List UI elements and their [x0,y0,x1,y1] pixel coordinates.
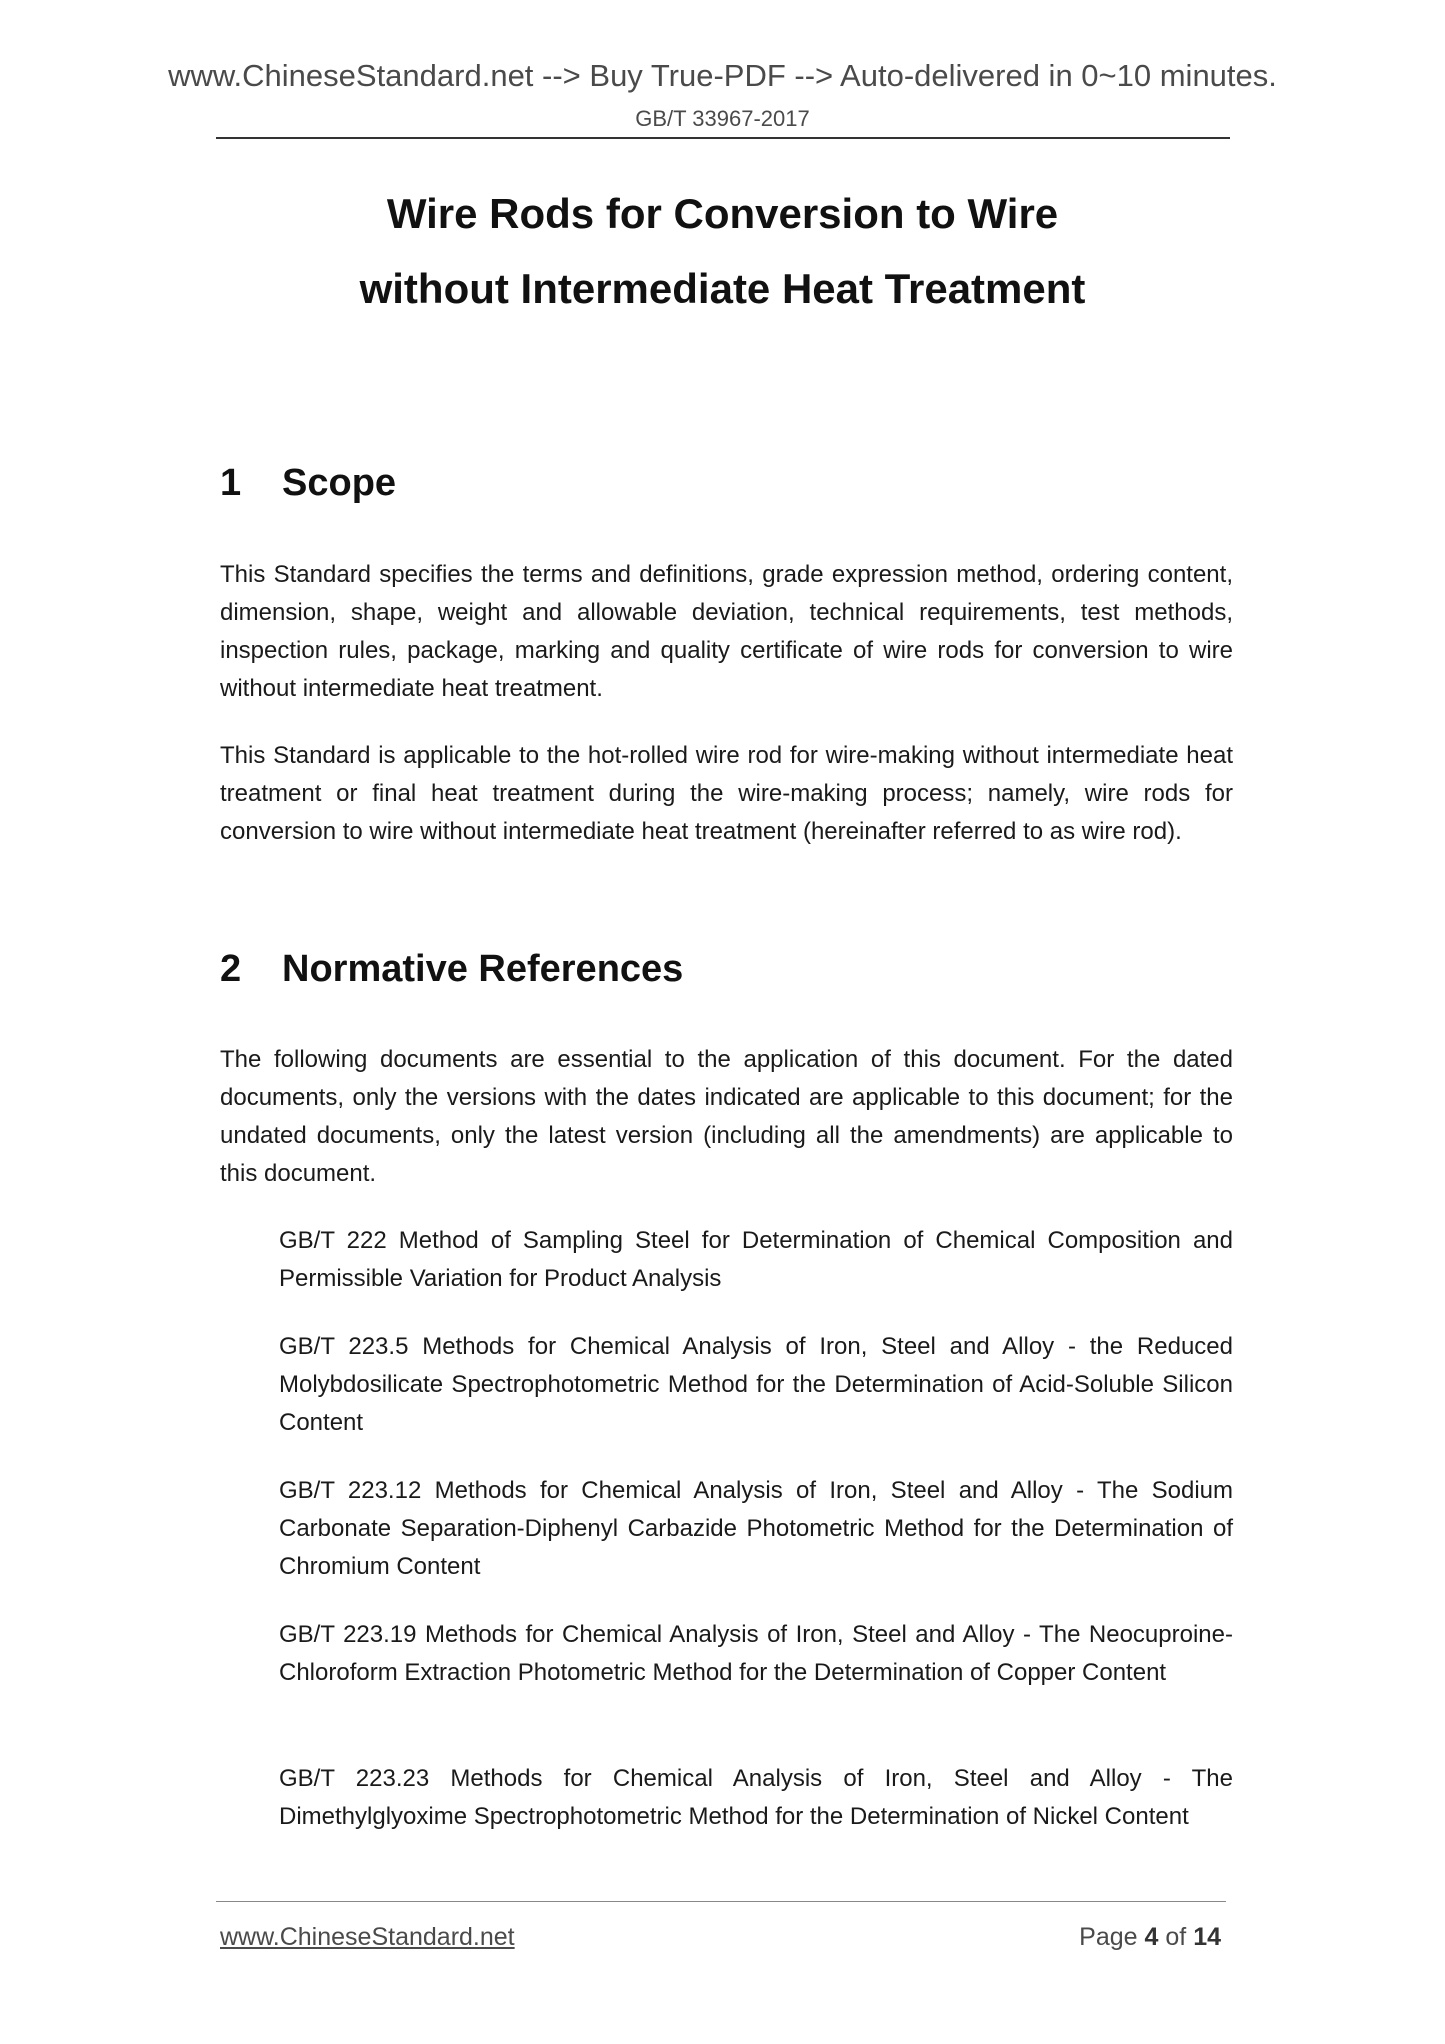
reference-item: GB/T 223.23 Methods for Chemical Analysis of Iron, Steel and Alloy - The Dimethylglyoxime Spectrophotometric Method for the Determination of Nickel Content [279,1765,1233,1830]
section-heading-scope [220,462,396,505]
section-title: Scope [282,462,397,504]
page-number [1079,1923,1221,1952]
reference-item: GB/T 222 Method of Sampling Steel for Determination of Chemical Composition and Permissible Variation for Product Analysis [279,1227,1233,1292]
scope-paragraph-1: This Standard specifies the terms and definitions, grade expression method, ordering content, dimension, shape, weight and allowable deviation, technical requirements, test methods, inspection rules, package, marking and quality certificate of wire rods for conversion to wire without intermediate heat treatment. [220,561,1233,702]
reference-item: GB/T 223.19 Methods for Chemical Analysis of Iron, Steel and Alloy - The Neocuproine-Chloroform Extraction Photometric Method for the Determination of Copper Content [279,1621,1233,1686]
page-prefix: Page [1079,1923,1138,1951]
scope-paragraph-2: This Standard is applicable to the hot-rolled wire rod for wire-making without intermediate heat treatment or final heat treatment during the wire-making process; namely, wire rods for conversion to wire without intermediate heat treatment (hereinafter referred to as wire rod). [220,742,1233,845]
document-title-line2: without Intermediate Heat Treatment [359,265,1086,312]
section-heading-normative-references [220,948,683,991]
page-total: 14 [1193,1923,1221,1951]
footer-website-link[interactable]: www.ChineseStandard.net [220,1923,515,1951]
reference-item: GB/T 223.5 Methods for Chemical Analysis of Iron, Steel and Alloy - the Reduced Molybdosilicate Spectrophotometric Method for the Determination of Acid-Soluble Silicon Content [279,1333,1233,1436]
header-divider [216,137,1230,139]
footer-divider [216,1901,1226,1902]
section-number: 1 [220,462,242,504]
page-current: 4 [1144,1923,1159,1951]
reference-item: GB/T 223.12 Methods for Chemical Analysis of Iron, Steel and Alloy - The Sodium Carbonate Separation-Diphenyl Carbazide Photometric Method for the Determination of Chromium Content [279,1477,1233,1580]
section-number: 2 [220,948,242,990]
document-title-line1: Wire Rods for Conversion to Wire [386,190,1059,237]
page-of: of [1165,1923,1187,1951]
standard-code: GB/T 33967-2017 [635,106,810,131]
header-banner: www.ChineseStandard.net --> Buy True-PDF --> Auto-delivered in 0~10 minutes. [168,58,1277,93]
references-intro: The following documents are essential to the application of this document. For the dated documents, only the versions with the dates indicated are applicable to this document; for the undated documents, only the latest version (including all the amendments) are applicable to this document. [220,1046,1233,1187]
section-title: Normative References [282,948,684,990]
